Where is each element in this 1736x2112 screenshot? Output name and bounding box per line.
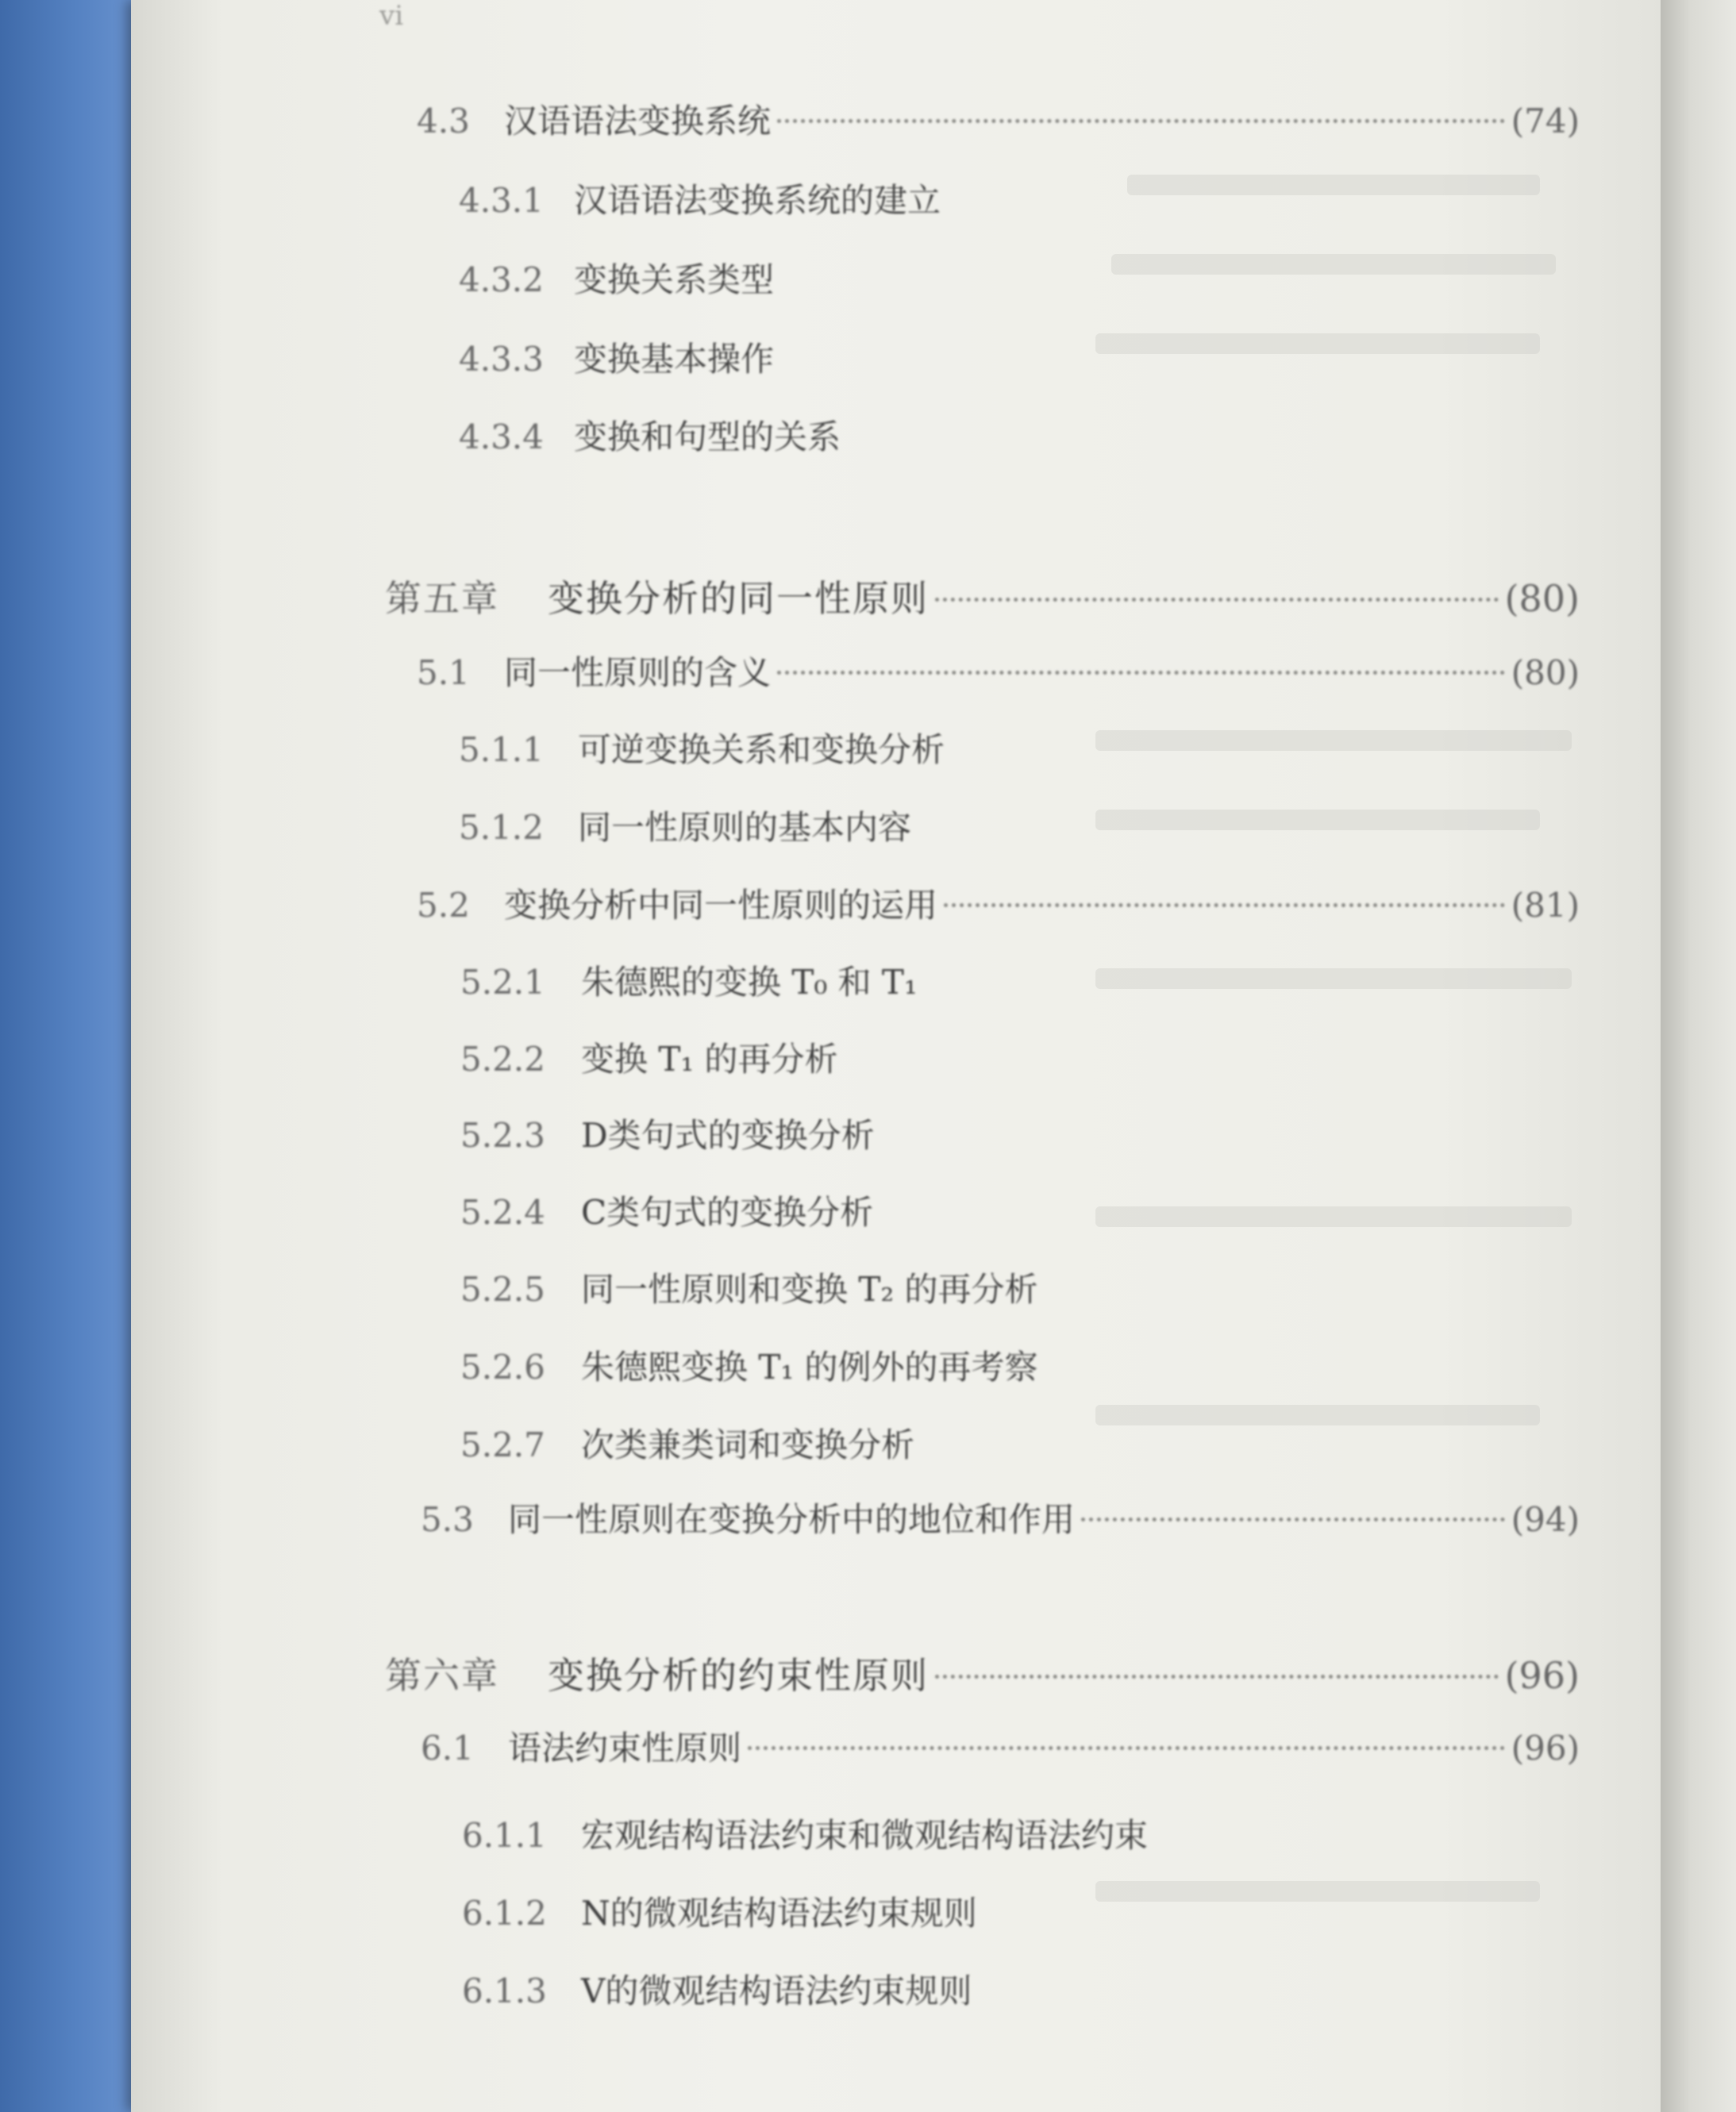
toc-entry[interactable] — [417, 647, 1580, 694]
section-number: 5.1.2 — [459, 808, 544, 847]
section-title: 同一性原则在变换分析中的地位和作用 — [508, 1500, 1076, 1539]
bleed-through — [1095, 730, 1572, 751]
section-title: 朱德熙变换 T₁ 的例外的再考察 — [581, 1348, 1038, 1387]
section-title: 可逆变换关系和变换分析 — [578, 730, 945, 769]
section-title: 变换和句型的关系 — [574, 417, 841, 456]
section-number: 5.2.5 — [460, 1270, 545, 1309]
page-corner-mark: vi — [379, 0, 404, 32]
toc-entry[interactable] — [460, 1264, 1038, 1311]
section-title: 宏观结构语法约束和微观结构语法约束 — [581, 1816, 1149, 1855]
toc-entry[interactable] — [460, 1341, 1038, 1389]
section-number: 5.2.7 — [460, 1425, 545, 1464]
section-title: 变换基本操作 — [574, 340, 775, 379]
page-number: (80) — [1504, 577, 1580, 620]
chapter-title: 变换分析的约束性原则 — [548, 1654, 929, 1697]
section-number: 4.3.1 — [459, 181, 544, 220]
section-title: 变换关系类型 — [574, 260, 775, 299]
section-number: 6.1.3 — [462, 1972, 547, 2010]
toc-chapter[interactable] — [385, 1647, 1580, 1699]
book-page — [131, 0, 1667, 2112]
page-number: (94) — [1511, 1500, 1580, 1539]
section-number: 4.3.3 — [459, 340, 544, 379]
section-title: V的微观结构语法约束规则 — [581, 1972, 972, 2010]
toc-entry[interactable] — [459, 802, 911, 849]
leader-dots — [1081, 1518, 1505, 1521]
leader-dots — [944, 903, 1505, 907]
section-number: 5.2.1 — [460, 963, 545, 1002]
section-number: 6.1.1 — [462, 1816, 547, 1855]
bleed-through — [1095, 1881, 1540, 1902]
next-page-edge — [1661, 0, 1736, 2112]
section-number: 5.2.3 — [460, 1116, 545, 1155]
toc-entry[interactable] — [460, 1033, 838, 1081]
section-number: 5.1 — [417, 653, 470, 692]
section-number: 6.1.2 — [462, 1894, 547, 1933]
section-number: 5.2 — [417, 886, 470, 925]
toc-entry[interactable] — [459, 411, 841, 459]
toc-entry[interactable] — [460, 1419, 914, 1467]
section-number: 5.2.6 — [460, 1348, 545, 1387]
bleed-through — [1095, 333, 1540, 354]
leader-dots — [935, 1675, 1499, 1679]
section-title: 朱德熙的变换 T₀ 和 T₁ — [581, 963, 918, 1002]
page-number: (81) — [1511, 886, 1580, 925]
bleed-through — [1127, 175, 1540, 195]
section-title: 语法约束性原则 — [508, 1729, 742, 1768]
bleed-through — [1095, 810, 1540, 830]
leader-dots — [748, 1746, 1505, 1750]
section-title: 同一性原则和变换 T₂ 的再分析 — [581, 1270, 1038, 1309]
book-cover-edge — [0, 0, 139, 2112]
bleed-through — [1095, 1405, 1540, 1425]
section-number: 5.2.4 — [460, 1193, 545, 1232]
section-number: 5.1.1 — [459, 730, 544, 769]
section-number: 5.2.2 — [460, 1040, 545, 1079]
toc-entry[interactable] — [459, 724, 945, 771]
page-number: (96) — [1504, 1654, 1580, 1697]
toc-entry[interactable] — [417, 95, 1580, 143]
toc-entry[interactable] — [459, 254, 774, 302]
section-title: 次类兼类词和变换分析 — [581, 1425, 915, 1464]
toc-entry[interactable] — [460, 1187, 873, 1234]
section-number: 4.3.2 — [459, 260, 544, 299]
section-title: N的微观结构语法约束规则 — [581, 1894, 977, 1933]
bleed-through — [1111, 254, 1556, 275]
bleed-through — [1095, 1206, 1572, 1227]
section-number: 5.3 — [421, 1500, 474, 1539]
section-title: 同一性原则的含义 — [504, 653, 772, 692]
bleed-through — [1095, 968, 1572, 989]
chapter-title: 变换分析的同一性原则 — [548, 577, 929, 620]
section-title: 汉语语法变换系统的建立 — [574, 181, 941, 220]
leader-dots — [777, 119, 1505, 123]
section-number: 6.1 — [421, 1729, 474, 1768]
toc-entry[interactable] — [417, 879, 1580, 927]
section-title: C类句式的变换分析 — [581, 1193, 874, 1232]
chapter-number: 第五章 — [385, 577, 499, 620]
chapter-number: 第六章 — [385, 1654, 499, 1697]
page-number: (80) — [1511, 653, 1580, 692]
toc-entry[interactable] — [421, 1722, 1580, 1770]
toc-entry[interactable] — [460, 1110, 875, 1157]
toc-entry[interactable] — [460, 956, 918, 1004]
page-number: (74) — [1511, 102, 1580, 140]
section-title: 同一性原则的基本内容 — [578, 808, 912, 847]
section-number: 4.3.4 — [459, 417, 544, 456]
leader-dots — [777, 671, 1505, 675]
section-title: 变换 T₁ 的再分析 — [581, 1040, 838, 1079]
toc-entry[interactable] — [462, 1887, 977, 1935]
toc-entry[interactable] — [459, 175, 941, 222]
toc-entry[interactable] — [462, 1965, 972, 2013]
section-title: 变换分析中同一性原则的运用 — [504, 886, 938, 925]
page-number: (96) — [1511, 1729, 1580, 1768]
section-title: 汉语语法变换系统 — [504, 102, 772, 140]
leader-dots — [935, 598, 1499, 602]
section-title: D类句式的变换分析 — [581, 1116, 875, 1155]
section-number: 4.3 — [417, 102, 470, 140]
toc-chapter[interactable] — [385, 570, 1580, 622]
toc-entry[interactable] — [421, 1494, 1580, 1541]
toc-entry[interactable] — [462, 1810, 1148, 1857]
toc-entry[interactable] — [459, 333, 774, 381]
